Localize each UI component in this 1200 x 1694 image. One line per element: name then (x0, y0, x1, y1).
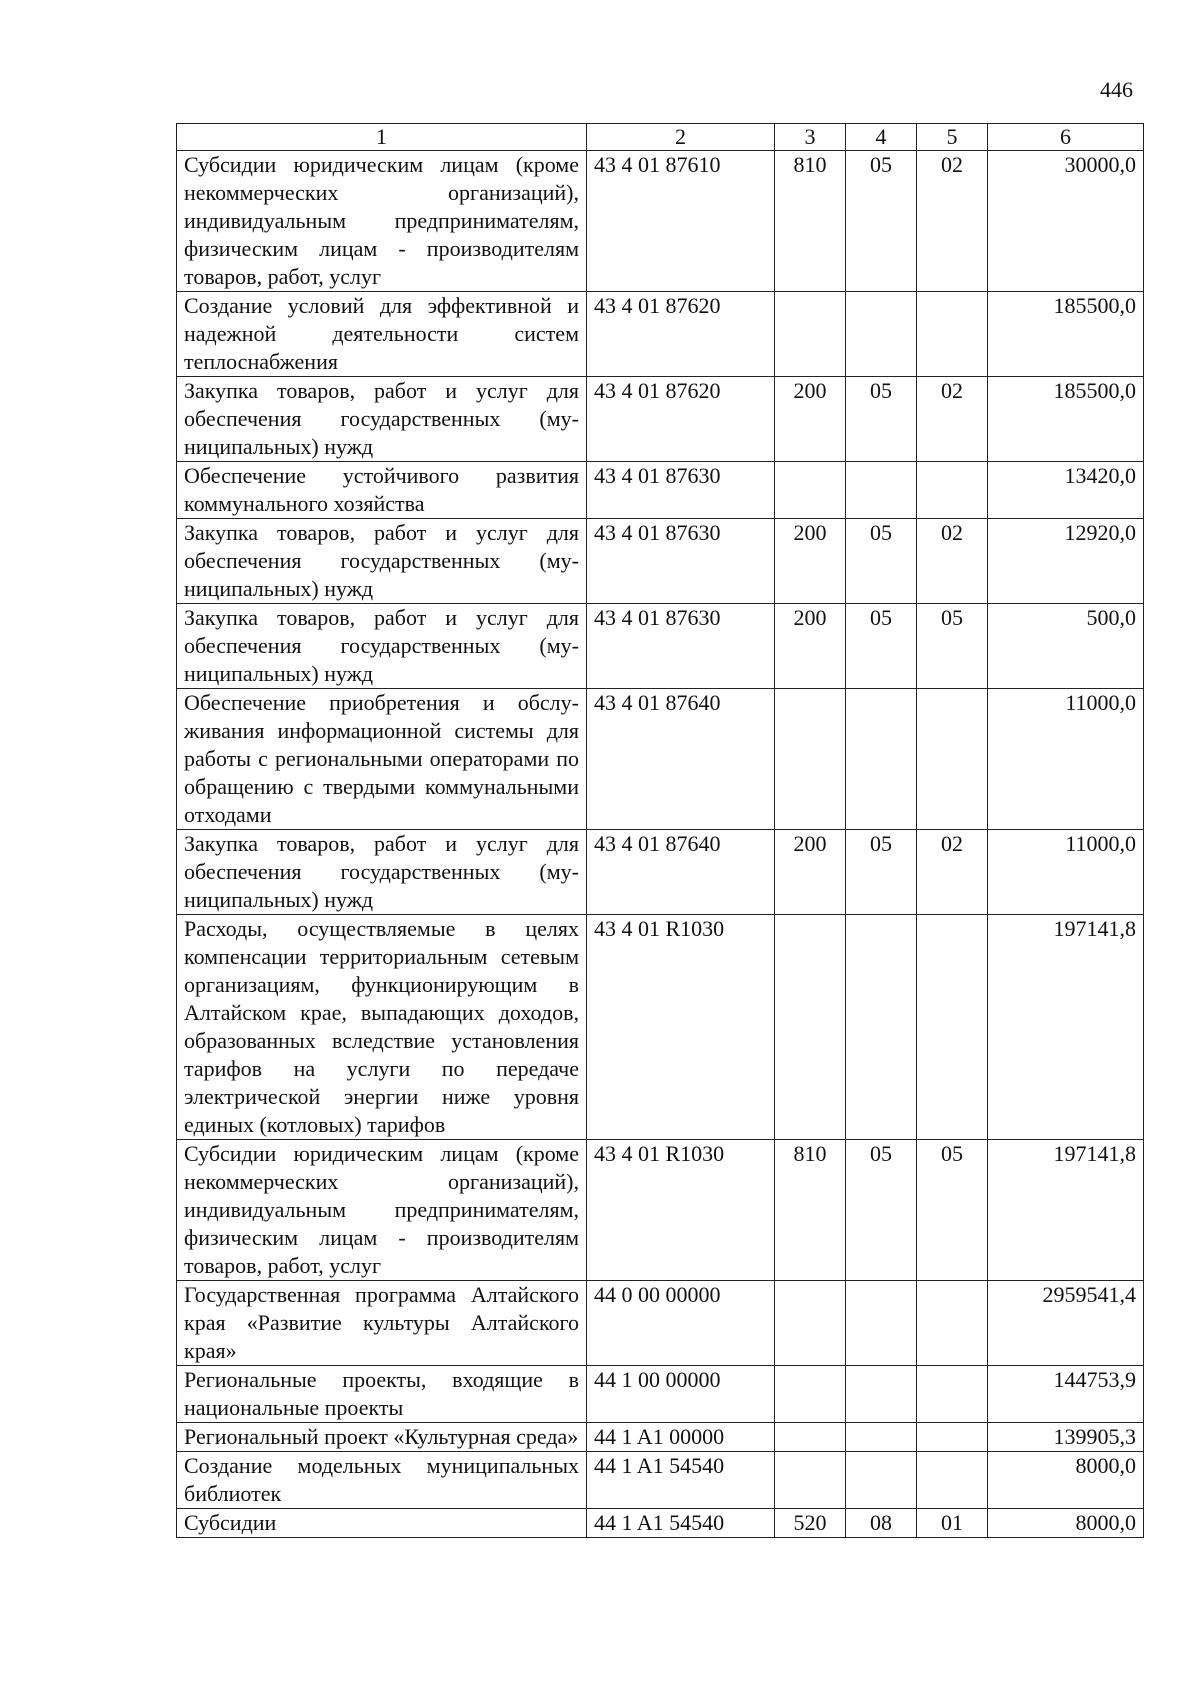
row-code-cell: 44 1 A1 00000 (587, 1423, 775, 1452)
row-code-cell: 43 4 01 87630 (587, 604, 775, 689)
row-name-cell: Закупка товаров, работ и услуг для обеспечения государственных (муниципальных) нужд (177, 604, 587, 689)
row-code-cell: 43 4 01 R1030 (587, 915, 775, 1140)
table-row (177, 1423, 1144, 1452)
row-vr-cell: 200 (775, 604, 846, 689)
row-vr-cell: 810 (775, 1140, 846, 1281)
table-row (177, 519, 1144, 604)
row-code-cell: 43 4 01 87630 (587, 519, 775, 604)
table-row (177, 1140, 1144, 1281)
row-name-cell: Закупка товаров, работ и услуг для обеспечения государственных (муниципальных) нужд (177, 519, 587, 604)
row-rz-cell (846, 1366, 917, 1423)
header-cell-6: 6 (988, 124, 1144, 151)
row-sum-cell: 144753,9 (988, 1366, 1144, 1423)
table-row (177, 1281, 1144, 1366)
row-pr-cell (917, 1281, 988, 1366)
table-row (177, 1509, 1144, 1538)
row-sum-cell: 11000,0 (988, 689, 1144, 830)
row-rz-cell (846, 1452, 917, 1509)
row-pr-cell: 02 (917, 377, 988, 462)
row-rz-cell (846, 1423, 917, 1452)
row-code-cell: 43 4 01 87610 (587, 151, 775, 292)
row-sum-cell: 500,0 (988, 604, 1144, 689)
table-row (177, 915, 1144, 1140)
row-sum-cell: 11000,0 (988, 830, 1144, 915)
row-name-cell: Субсидии юридическим лицам (кроме некоммерческих организаций), индивидуальным предпринимателям, физическим лицам - производителям товаров, работ, услуг (177, 151, 587, 292)
page-number: 446 (1100, 77, 1133, 102)
table-row (177, 1366, 1144, 1423)
row-code-cell: 43 4 01 R1030 (587, 1140, 775, 1281)
table-row (177, 292, 1144, 377)
row-code-cell: 44 0 00 00000 (587, 1281, 775, 1366)
table-row (177, 151, 1144, 292)
row-rz-cell (846, 689, 917, 830)
row-rz-cell (846, 292, 917, 377)
budget-table (176, 123, 1144, 1538)
row-name-cell: Региональные проекты, входящие в национальные проекты (177, 1366, 587, 1423)
row-pr-cell (917, 1366, 988, 1423)
table-row (177, 604, 1144, 689)
row-name-cell: Создание условий для эффективной и надежной деятельности систем теплоснабжения (177, 292, 587, 377)
row-name-cell: Создание модельных муниципальных библиотек (177, 1452, 587, 1509)
row-pr-cell: 05 (917, 604, 988, 689)
row-sum-cell: 12920,0 (988, 519, 1144, 604)
row-sum-cell: 8000,0 (988, 1509, 1144, 1538)
row-name-cell: Обеспечение приобретения и обслуживания информационной системы для работы с региональными операторами по обращению с твердыми коммунальными отходами (177, 689, 587, 830)
row-vr-cell (775, 1281, 846, 1366)
row-rz-cell: 08 (846, 1509, 917, 1538)
row-rz-cell: 05 (846, 1140, 917, 1281)
row-pr-cell (917, 292, 988, 377)
row-rz-cell (846, 915, 917, 1140)
row-rz-cell: 05 (846, 830, 917, 915)
row-code-cell: 43 4 01 87620 (587, 377, 775, 462)
row-vr-cell (775, 462, 846, 519)
table-row (177, 462, 1144, 519)
row-pr-cell (917, 462, 988, 519)
row-name-cell: Субсидии юридическим лицам (кроме некоммерческих организаций), индивидуальным предпринимателям, физическим лицам - производителям товаров, работ, услуг (177, 1140, 587, 1281)
row-code-cell: 43 4 01 87620 (587, 292, 775, 377)
row-vr-cell (775, 1366, 846, 1423)
row-pr-cell (917, 689, 988, 830)
row-sum-cell: 185500,0 (988, 292, 1144, 377)
row-vr-cell: 200 (775, 519, 846, 604)
row-sum-cell: 30000,0 (988, 151, 1144, 292)
row-sum-cell: 197141,8 (988, 915, 1144, 1140)
row-pr-cell: 02 (917, 519, 988, 604)
row-sum-cell: 197141,8 (988, 1140, 1144, 1281)
header-row (177, 124, 1144, 151)
row-rz-cell (846, 1281, 917, 1366)
row-name-cell: Региональный проект «Культурная среда» (177, 1423, 587, 1452)
header-cell-5: 5 (917, 124, 988, 151)
row-pr-cell: 02 (917, 151, 988, 292)
row-sum-cell: 185500,0 (988, 377, 1144, 462)
row-sum-cell: 8000,0 (988, 1452, 1144, 1509)
row-name-cell: Закупка товаров, работ и услуг для обеспечения государственных (муниципальных) нужд (177, 830, 587, 915)
row-sum-cell: 13420,0 (988, 462, 1144, 519)
row-pr-cell (917, 915, 988, 1140)
row-name-cell: Расходы, осуществляемые в целях компенсации территориальным сетевым организациям, функционирующим в Алтайском крае, выпадающих доходов, образованных вследствие установления тарифов на услуги по передаче электрической энергии ниже уровня единых (котловых) тарифов (177, 915, 587, 1140)
row-vr-cell: 810 (775, 151, 846, 292)
table-row (177, 377, 1144, 462)
row-rz-cell (846, 462, 917, 519)
row-rz-cell: 05 (846, 377, 917, 462)
row-pr-cell: 05 (917, 1140, 988, 1281)
row-name-cell: Закупка товаров, работ и услуг для обеспечения государственных (муниципальных) нужд (177, 377, 587, 462)
row-code-cell: 43 4 01 87630 (587, 462, 775, 519)
row-rz-cell: 05 (846, 604, 917, 689)
table-row (177, 830, 1144, 915)
row-vr-cell: 520 (775, 1509, 846, 1538)
row-vr-cell (775, 689, 846, 830)
header-cell-1: 1 (177, 124, 587, 151)
row-rz-cell: 05 (846, 151, 917, 292)
row-code-cell: 43 4 01 87640 (587, 830, 775, 915)
header-cell-2: 2 (587, 124, 775, 151)
row-rz-cell: 05 (846, 519, 917, 604)
row-name-cell: Субсидии (177, 1509, 587, 1538)
row-sum-cell: 139905,3 (988, 1423, 1144, 1452)
row-sum-cell: 2959541,4 (988, 1281, 1144, 1366)
header-cell-4: 4 (846, 124, 917, 151)
row-code-cell: 44 1 A1 54540 (587, 1509, 775, 1538)
row-vr-cell (775, 1452, 846, 1509)
row-vr-cell: 200 (775, 830, 846, 915)
table-row (177, 1452, 1144, 1509)
row-code-cell: 44 1 A1 54540 (587, 1452, 775, 1509)
table-row (177, 689, 1144, 830)
row-vr-cell: 200 (775, 377, 846, 462)
row-vr-cell (775, 1423, 846, 1452)
row-name-cell: Обеспечение устойчивого развития коммунального хозяйства (177, 462, 587, 519)
row-pr-cell: 02 (917, 830, 988, 915)
row-vr-cell (775, 292, 846, 377)
header-cell-3: 3 (775, 124, 846, 151)
row-pr-cell (917, 1423, 988, 1452)
row-code-cell: 43 4 01 87640 (587, 689, 775, 830)
row-pr-cell (917, 1452, 988, 1509)
row-pr-cell: 01 (917, 1509, 988, 1538)
row-code-cell: 44 1 00 00000 (587, 1366, 775, 1423)
row-vr-cell (775, 915, 846, 1140)
row-name-cell: Государственная программа Алтайского края «Развитие культуры Алтайского края» (177, 1281, 587, 1366)
